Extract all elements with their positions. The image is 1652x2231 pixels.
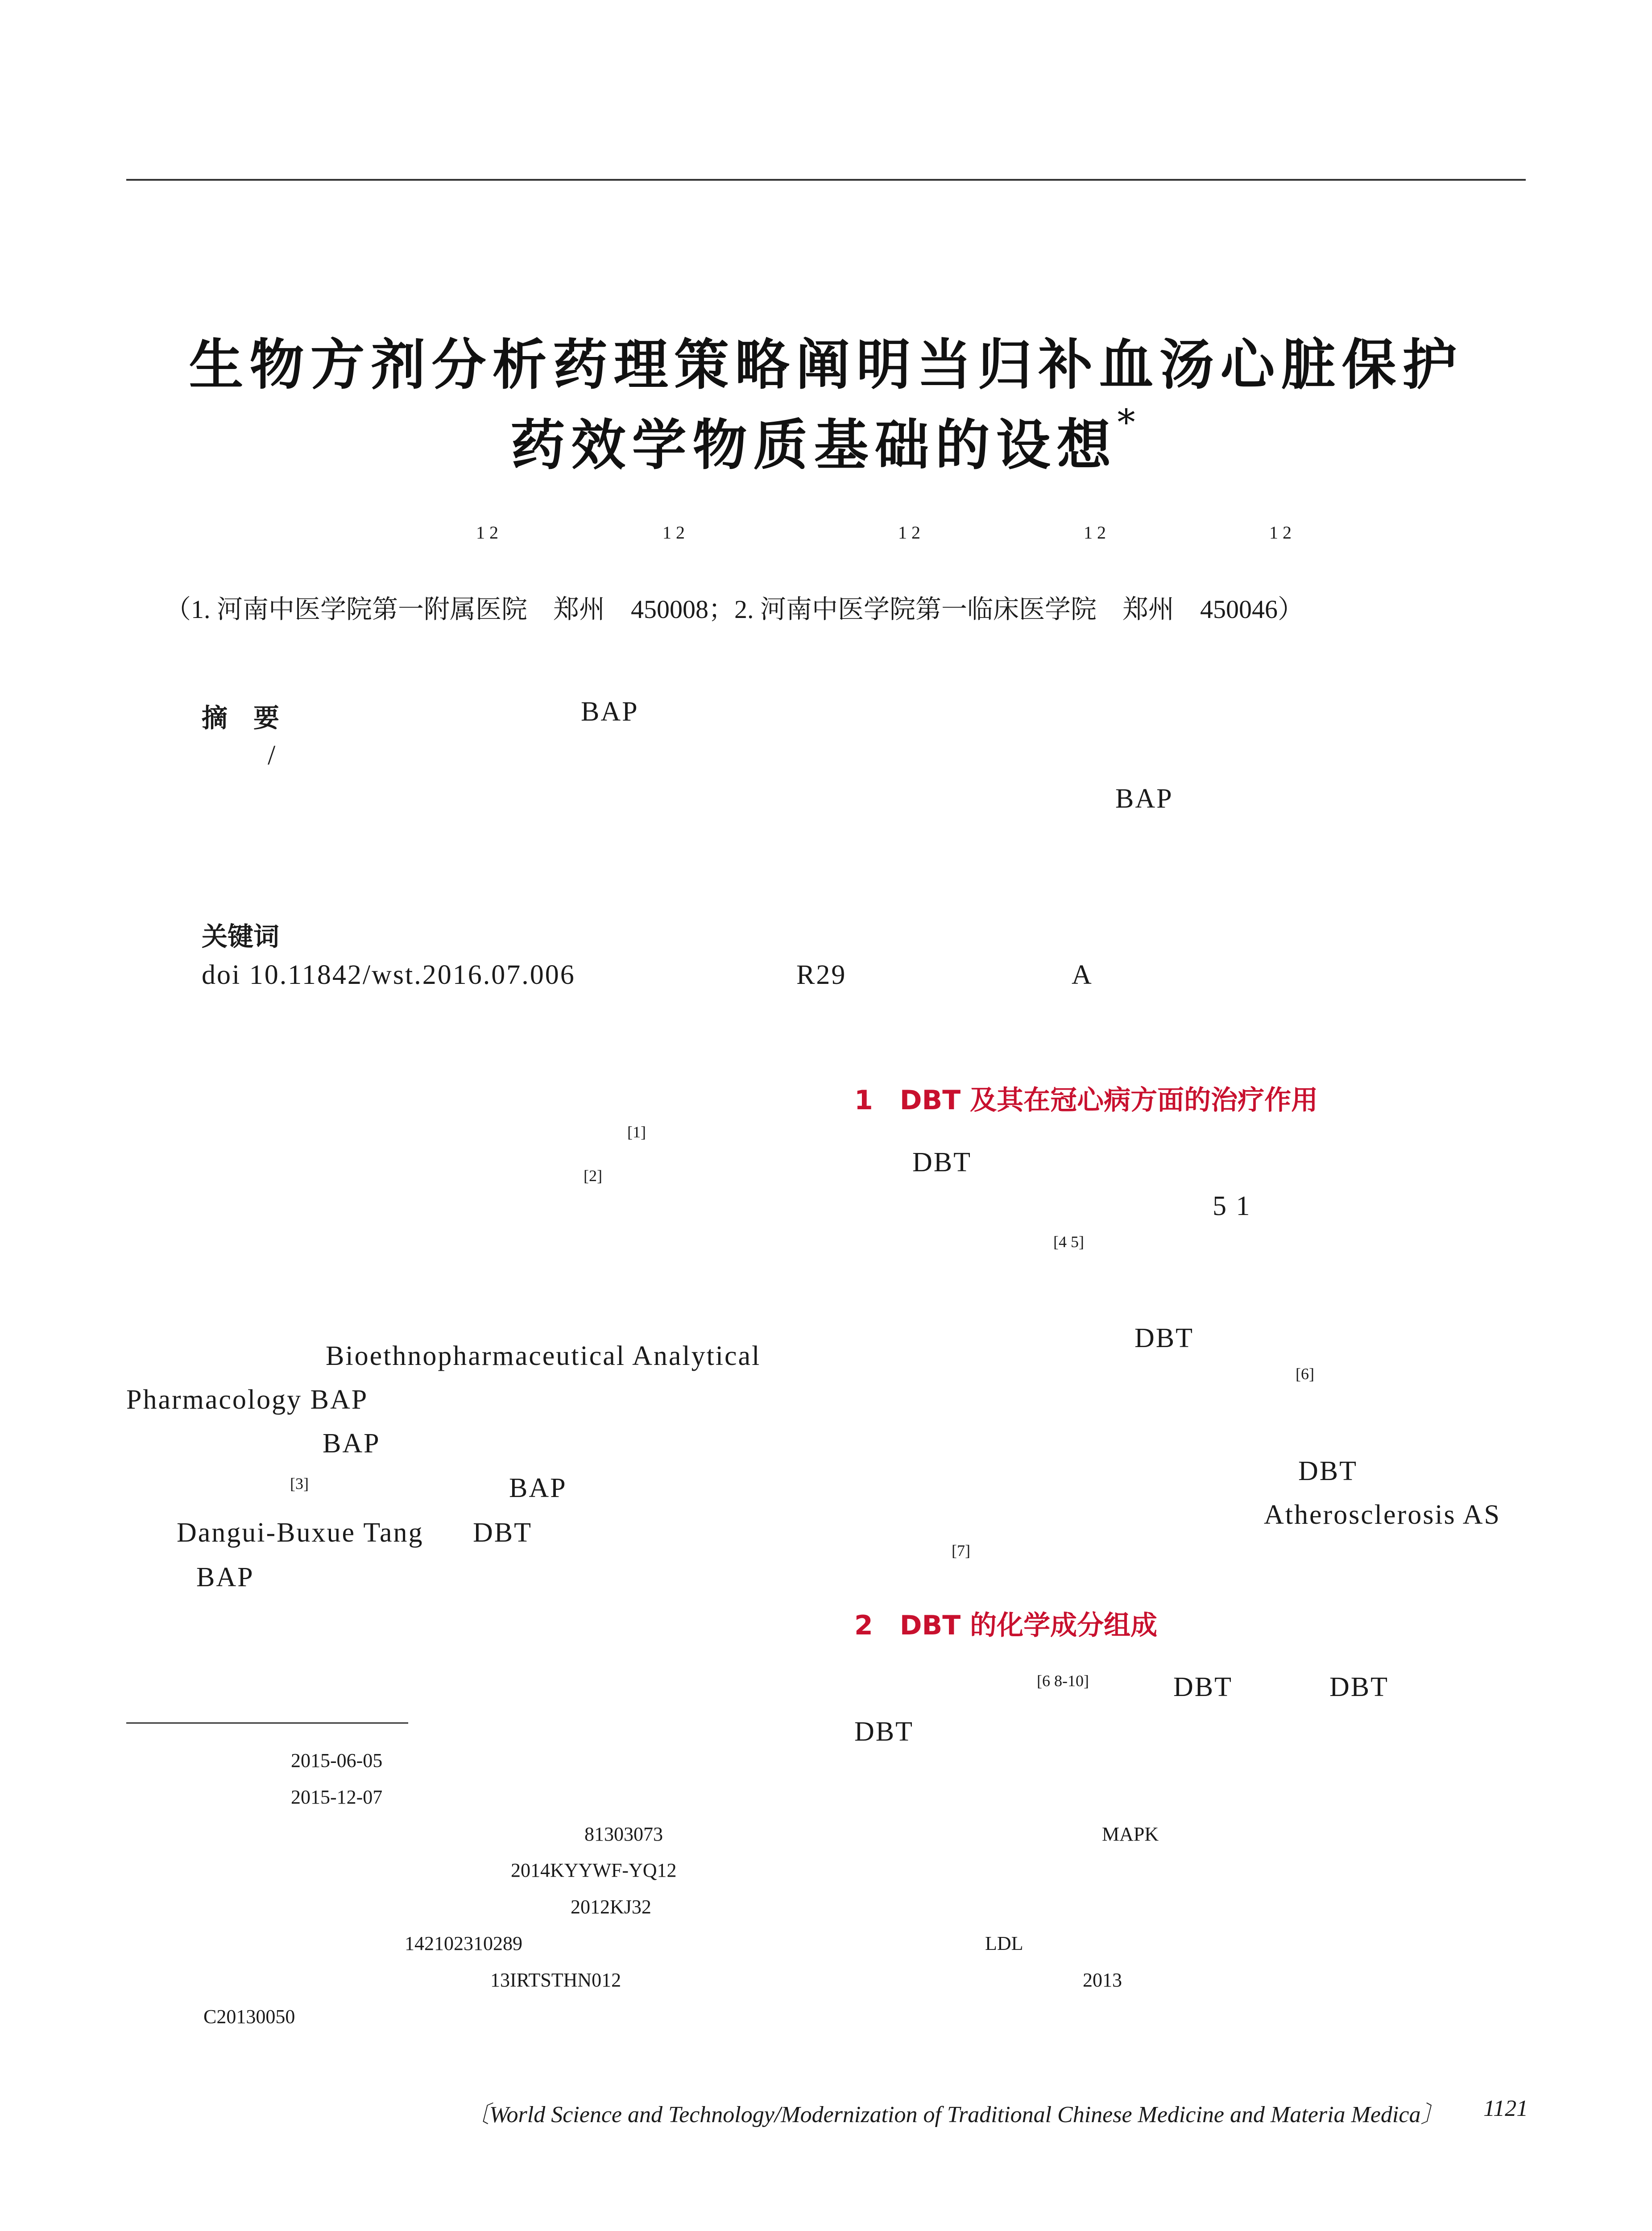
doi: doi 10.11842/wst.2016.07.006 <box>202 960 576 990</box>
author-marker-4: 1 2 <box>1084 523 1106 543</box>
citation-2: [2] <box>584 1167 602 1185</box>
left-text-bap-4: BAP <box>509 1473 567 1503</box>
title-marker: * <box>1117 402 1142 443</box>
right-text-dbt-3: DBT <box>1298 1456 1358 1486</box>
abstract-label: 摘 要 <box>202 703 280 733</box>
left-text-dbt: DBT <box>473 1518 532 1548</box>
section-heading-2: 2 DBT 的化学成分组成 <box>854 1610 1158 1641</box>
citation-6: [6] <box>1296 1365 1314 1383</box>
right-text-dbt-5: DBT <box>1329 1672 1389 1702</box>
footnote-received-date: 2015-06-05 <box>291 1750 383 1771</box>
left-text-dangui-buxue: Dangui-Buxue Tang <box>177 1518 424 1548</box>
abstract-fragment-bap-2: BAP <box>1115 784 1173 814</box>
document-code: A <box>1072 960 1093 990</box>
affiliation: （1. 河南中医学院第一附属医院 郑州 450008；2. 河南中医学院第一临床医学院 郑州 450046） <box>165 595 1304 624</box>
footer-page-number: 1121 <box>1483 2096 1528 2121</box>
abstract-fragment-bap: BAP <box>581 697 639 727</box>
citation-3: [3] <box>290 1475 309 1493</box>
footnote-fund-3: 2012KJ32 <box>571 1896 651 1918</box>
footnote-revised-date: 2015-12-07 <box>291 1786 383 1808</box>
title-line-2-text: 药效学物质基础的设想 <box>510 413 1118 477</box>
footnote-mapk: MAPK <box>1102 1823 1159 1845</box>
citation-4-5: [4 5] <box>1053 1233 1084 1251</box>
left-text-bap-6: BAP <box>196 1562 254 1592</box>
left-text-bap-term: Bioethnopharmaceutical Analytical <box>326 1341 761 1371</box>
right-text-atherosclerosis: Atherosclerosis AS <box>1264 1500 1501 1530</box>
author-marker-5: 1 2 <box>1269 523 1292 543</box>
left-text-pharmacology: Pharmacology BAP <box>126 1385 368 1415</box>
footnote-fund-6: C20130050 <box>203 2006 295 2028</box>
author-marker-3: 1 2 <box>898 523 920 543</box>
right-text-dbt-6: DBT <box>854 1717 914 1747</box>
title-line-2 <box>0 402 1652 480</box>
footnote-fund-5: 13IRTSTHN012 <box>490 1969 621 1991</box>
footnote-year: 2013 <box>1083 1969 1122 1991</box>
author-marker-2: 1 2 <box>662 523 685 543</box>
footnote-fund-1: 81303073 <box>584 1823 663 1845</box>
citation-6-8-10: [6 8-10] <box>1037 1672 1089 1690</box>
section-heading-1: 1 DBT 及其在冠心病方面的治疗作用 <box>854 1085 1318 1116</box>
right-text-dbt-4: DBT <box>1173 1672 1233 1702</box>
title-line-1: 生物方剂分析药理策略阐明当归补血汤心脏保护 <box>189 332 1463 397</box>
abstract-fragment-slash: / <box>268 740 277 771</box>
left-text-bap-3: BAP <box>323 1428 381 1459</box>
footnote-ldl: LDL <box>985 1932 1023 1954</box>
footnote-fund-4: 142102310289 <box>405 1932 522 1954</box>
right-text-dbt-1: DBT <box>912 1147 972 1178</box>
footnote-rule <box>126 1722 408 1724</box>
keywords-label: 关键词 <box>202 921 280 952</box>
footnote-fund-2: 2014KYYWF-YQ12 <box>511 1859 677 1881</box>
right-text-5-1: 5 1 <box>1213 1191 1251 1221</box>
citation-1: [1] <box>627 1123 646 1141</box>
author-marker-1: 1 2 <box>476 523 498 543</box>
footer-journal: 〔World Science and Technology/Modernization of Traditional Chinese Medicine and Materia Medica〕 <box>466 2102 1444 2127</box>
clc-number: R29 <box>796 960 847 990</box>
right-text-dbt-2: DBT <box>1134 1323 1194 1353</box>
citation-7: [7] <box>952 1542 970 1559</box>
top-rule <box>126 179 1526 181</box>
